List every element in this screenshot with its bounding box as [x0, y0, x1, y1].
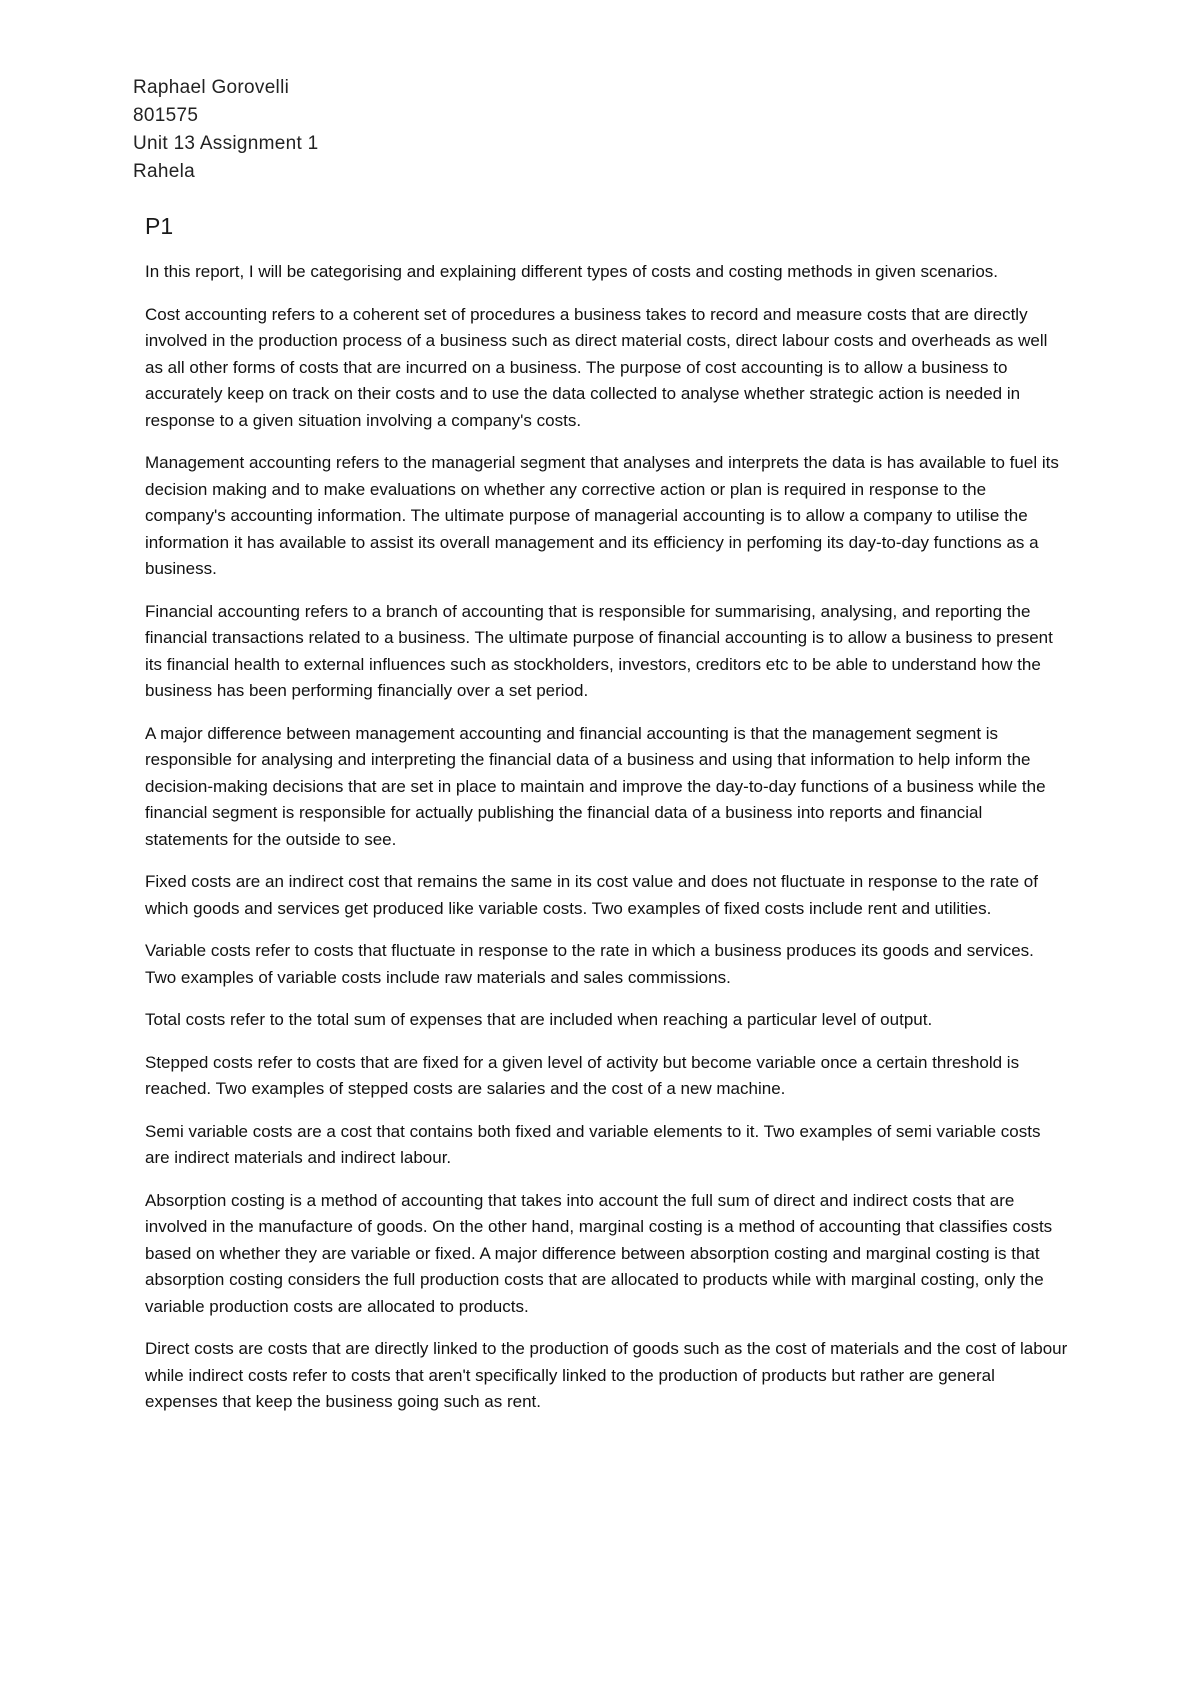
paragraph-cost-accounting: Cost accounting refers to a coherent set of procedures a business takes to record and measure costs that are directly involved in the production process of a business such as direct material costs, direct labour costs and overheads as well as all other forms of costs that are incurred on a business. The purpose of cost accounting is to allow a business to accurately keep on track on their costs and to use the data collected to analyse whether strategic action is needed in response to a given situation involving a company's costs. [145, 304, 1048, 430]
paragraph-accounting-difference: A major difference between management accounting and financial accounting is that the management segment is responsible for analysing and interpreting the financial data of a business and using that information to help inform the decision-making decisions that are set in place to maintain and improve the day-to-day functions of a business while the financial segment is responsible for actually publishing the financial data of a business into reports and financial statements for the outside to see. [145, 723, 1046, 849]
paragraph-stepped-costs: Stepped costs refer to costs that are fixed for a given level of activity but become variable once a certain threshold is reached. Two examples of stepped costs are salaries and the cost of a new machine. [145, 1052, 1020, 1098]
document-header [133, 74, 733, 186]
section-body [145, 259, 1069, 1432]
student-id: 801575 [133, 105, 199, 126]
paragraph-financial-accounting: Financial accounting refers to a branch of accounting that is responsible for summarising, analysing, and reporting the financial transactions related to a business. The ultimate purpose of financial accounting is to allow a business to present its financial health to external influences such as stockholders, investors, creditors etc to be able to understand how the business has been performing financially over a set period. [145, 601, 1053, 700]
section-heading: P1 [145, 213, 174, 239]
paragraph-total-costs: Total costs refer to the total sum of expenses that are included when reaching a particular level of output. [145, 1010, 933, 1029]
assignment-title: Unit 13 Assignment 1 [133, 133, 319, 154]
teacher-name: Rahela [133, 161, 196, 182]
paragraph-management-accounting: Management accounting refers to the managerial segment that analyses and interprets the data is has available to fuel its decision making and to make evaluations on whether any corrective action or plan is required in response to the company's accounting information. The ultimate purpose of managerial accounting is to allow a company to utilise the information it has available to assist its overall management and its efficiency in perfoming its day-to-day functions as a business. [145, 453, 1059, 578]
paragraph-costing-methods: Absorption costing is a method of accounting that takes into account the full sum of direct and indirect costs that are involved in the manufacture of goods. On the other hand, marginal costing is a method of accounting that classifies costs based on whether they are variable or fixed. A major difference between absorption costing and marginal costing is that absorption costing considers the full production costs that are allocated to products while with marginal costing, only the variable production costs are allocated to products. [145, 1190, 1053, 1316]
paragraph-introduction: In this report, I will be categorising and explaining different types of costs and costing methods in given scenarios. [145, 262, 998, 281]
paragraph-semi-variable-costs: Semi variable costs are a cost that contains both fixed and variable elements to it. Two examples of semi variable costs are indirect materials and indirect labour. [145, 1121, 1041, 1167]
paragraph-variable-costs: Variable costs refer to costs that fluctuate in response to the rate in which a business produces its goods and services. Two examples of variable costs include raw materials and sales commissions. [145, 941, 1034, 987]
paragraph-direct-indirect-costs: Direct costs are costs that are directly linked to the production of goods such as the cost of materials and the cost of labour while indirect costs refer to costs that aren't specifically linked to the production of products but rather are general expenses that keep the business going such as rent. [145, 1339, 1068, 1411]
paragraph-fixed-costs: Fixed costs are an indirect cost that remains the same in its cost value and does not fluctuate in response to the rate of which goods and services get produced like variable costs. Two examples of fixed costs include rent and utilities. [145, 872, 1038, 918]
author-name: Raphael Gorovelli [133, 77, 290, 98]
